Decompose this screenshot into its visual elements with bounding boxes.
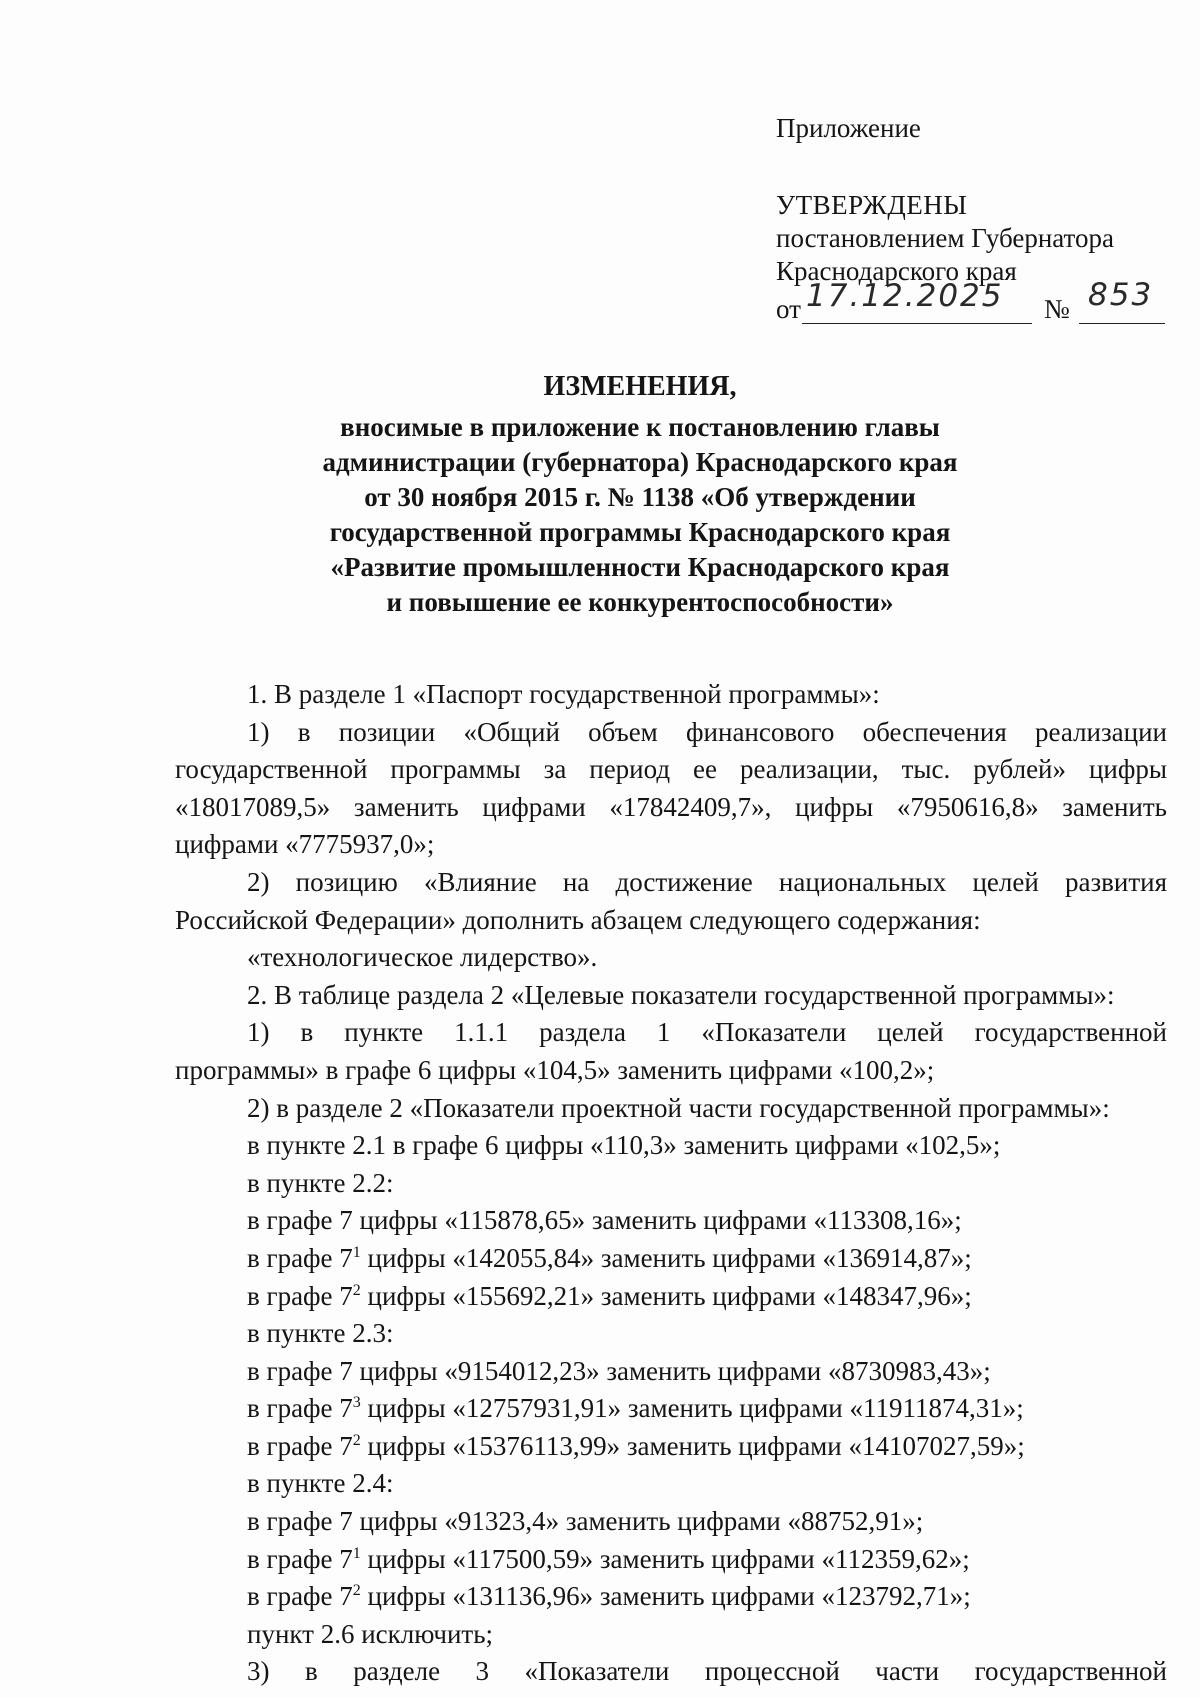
body-line: 2. В таблице раздела 2 «Целевые показатели государственной программы»: — [247, 979, 1115, 1010]
superscript: 2 — [352, 1582, 361, 1600]
body-text: цифры «142055,84» заменить цифрами «136914,87»; — [360, 1242, 972, 1273]
document-heading — [280, 368, 1000, 620]
heading-line: администрации (губернатора) Краснодарского края — [322, 447, 958, 477]
superscript: 3 — [352, 1394, 361, 1412]
body-line: в пункте 2.3: — [247, 1318, 394, 1349]
body-line — [175, 1578, 1167, 1616]
body-line: 1. В разделе 1 «Паспорт государственной программы»: — [247, 679, 880, 709]
body-line: Российской Федерации» дополнить абзацем следующего содержания: — [175, 904, 981, 935]
heading-line: «Развитие промышленности Краснодарского края — [330, 552, 950, 582]
body-line: 1) в пункте 1.1.1 раздела 1 «Показатели целей государственной — [247, 1017, 1167, 1048]
body-text: цифры «117500,59» заменить цифрами «112359,62»; — [360, 1543, 970, 1574]
body-line: программы» в графе 6 цифры «104,5» заменить цифрами «100,2»; — [175, 1054, 935, 1085]
body-line: цифрами «7775937,0»; — [175, 829, 435, 860]
body-text: цифры «155692,21» заменить цифрами «148347,96»; — [360, 1280, 972, 1311]
body-line: пункт 2.6 исключить; — [247, 1618, 494, 1649]
heading-line: от 30 ноября 2015 г. № 1138 «Об утверждении — [364, 482, 916, 512]
body-text: в графе 7 — [247, 1242, 353, 1273]
superscript: 2 — [352, 1281, 361, 1299]
body-line: 3) в разделе 3 «Показатели процессной части государственной — [247, 1656, 1167, 1687]
heading-title: ИЗМЕНЕНИЯ, — [543, 371, 737, 402]
body-line — [175, 1541, 1167, 1579]
body-text: в графе 7 — [247, 1280, 353, 1311]
handwritten-number: 853 — [1088, 277, 1154, 313]
approval-block — [776, 112, 1176, 328]
body-line: в графе 7 цифры «115878,65» заменить цифрами «113308,16»; — [247, 1205, 962, 1236]
body-line — [175, 1240, 1167, 1278]
body-line: «технологическое лидерство». — [247, 942, 598, 973]
number-prefix: № — [1044, 294, 1070, 324]
heading-line: вносимые в приложение к постановлению главы — [340, 412, 940, 442]
body-line: 2) в разделе 2 «Показатели проектной части государственной программы»: — [247, 1092, 1110, 1123]
body-line: 1) в позиции «Общий объем финансового обеспечения реализации — [247, 716, 1167, 747]
body-text: в графе 7 — [247, 1393, 353, 1424]
body-line — [175, 1428, 1167, 1466]
superscript: 1 — [352, 1243, 361, 1261]
approved-by-line-2: Краснодарского края — [776, 256, 1017, 286]
body-line: 2) позицию «Влияние на достижение национальных целей развития — [247, 866, 1167, 897]
body-line — [175, 1390, 1167, 1428]
date-number-line — [776, 277, 1176, 328]
heading-line: государственной программы Краснодарского края — [329, 517, 951, 547]
document-body — [175, 676, 1167, 1691]
attachment-label: Приложение — [776, 113, 921, 143]
approved-title: УТВЕРЖДЕНЫ — [776, 190, 968, 220]
approved-by-line-1: постановлением Губернатора — [776, 223, 1114, 253]
body-line: в пункте 2.4: — [247, 1468, 394, 1499]
body-line: государственной программы за период ее реализации, тыс. рублей» цифры — [175, 754, 1167, 785]
superscript: 2 — [352, 1431, 361, 1449]
body-line: в пункте 2.1 в графе 6 цифры «110,3» заменить цифрами «102,5»; — [247, 1130, 1001, 1161]
body-line: в пункте 2.2: — [247, 1167, 394, 1198]
body-text: цифры «131136,96» заменить цифрами «123792,71»; — [360, 1581, 971, 1612]
body-text: в графе 7 — [247, 1430, 353, 1461]
date-underline — [802, 323, 1032, 324]
heading-line: и повышение ее конкурентоспособности» — [386, 587, 894, 617]
body-text: цифры «15376113,99» заменить цифрами «14107027,59»; — [360, 1430, 1025, 1461]
date-prefix: от — [776, 294, 801, 324]
number-underline — [1079, 323, 1165, 324]
body-text: цифры «12757931,91» заменить цифрами «11911874,31»; — [360, 1393, 1024, 1424]
body-text: в графе 7 — [247, 1581, 353, 1612]
body-line: в графе 7 цифры «91323,4» заменить цифрами «88752,91»; — [247, 1506, 924, 1537]
body-line: в графе 7 цифры «9154012,23» заменить цифрами «8730983,43»; — [247, 1355, 991, 1386]
body-line: «18017089,5» заменить цифрами «17842409,7», цифры «7950616,8» заменить — [175, 791, 1167, 822]
body-line — [175, 1278, 1167, 1316]
body-text: в графе 7 — [247, 1543, 353, 1574]
superscript: 1 — [352, 1544, 361, 1562]
handwritten-date: 17.12.2025 — [806, 278, 1004, 314]
